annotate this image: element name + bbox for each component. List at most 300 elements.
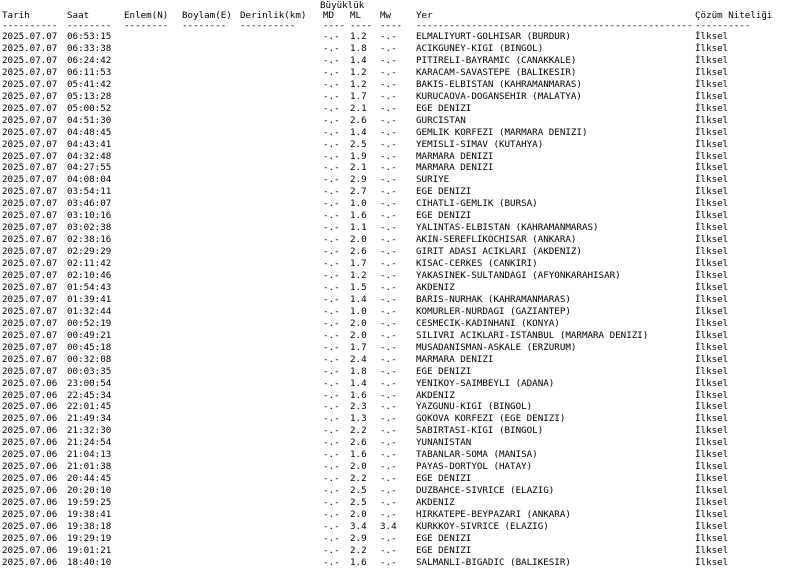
cell-mw: -.- [380,162,397,174]
cell-time: 01:39:41 [67,293,112,305]
cell-md: -.- [323,138,340,150]
cell-location: KISAC-CERKES (CANKIRI) [416,258,538,270]
cell-mw: -.- [380,42,397,54]
cell-time: 01:54:43 [67,281,112,293]
cell-mw: -.- [380,305,397,317]
cell-date: 2025.07.07 [2,246,58,258]
cell-ml: 1.4 [350,126,367,138]
cell-solution-quality: İlksel [695,246,729,258]
cell-md: -.- [323,90,340,102]
cell-ml: 1.8 [350,42,367,54]
cell-time: 21:32:30 [67,425,112,437]
column-underline-md: ---- [323,20,346,31]
cell-mw: -.- [380,258,397,270]
cell-mw: -.- [380,281,397,293]
cell-md: -.- [323,437,340,449]
cell-mw: -.- [380,449,397,461]
cell-ml: 2.0 [350,461,367,473]
cell-time: 23:00:54 [67,377,112,389]
cell-ml: 1.4 [350,293,367,305]
cell-solution-quality: İlksel [695,473,729,485]
cell-date: 2025.07.06 [2,497,58,509]
cell-date: 2025.07.07 [2,305,58,317]
cell-md: -.- [323,341,340,353]
cell-solution-quality: İlksel [695,509,729,520]
cell-time: 04:48:45 [67,126,112,138]
cell-md: -.- [323,54,340,66]
cell-time: 06:33:38 [67,42,112,54]
cell-solution-quality: İlksel [695,31,729,42]
cell-mw: -.- [380,186,397,198]
cell-date: 2025.07.07 [2,174,58,186]
cell-md: -.- [323,293,340,305]
cell-md: -.- [323,365,340,377]
cell-solution-quality: İlksel [695,544,729,556]
column-header-date: Tarih [2,10,30,21]
column-header-latitude: Enlem(N) [124,10,169,21]
cell-location: GURCISTAN [416,114,466,126]
cell-solution-quality: İlksel [695,353,729,365]
cell-ml: 1.4 [350,377,367,389]
cell-location: GIRIT ADASI ACIKLARI (AKDENIZ) [416,246,582,258]
cell-location: BARIS-NURHAK (KAHRAMANMARAS) [416,293,571,305]
cell-solution-quality: İlksel [695,341,729,353]
cell-solution-quality: İlksel [695,437,729,449]
cell-ml: 2.6 [350,246,367,258]
cell-date: 2025.07.06 [2,425,58,437]
cell-solution-quality: İlksel [695,54,729,66]
cell-solution-quality: İlksel [695,138,729,150]
cell-ml: 1.5 [350,281,367,293]
cell-date: 2025.07.07 [2,234,58,246]
cell-mw: -.- [380,413,397,425]
cell-md: -.- [323,186,340,198]
cell-date: 2025.07.06 [2,509,58,520]
cell-date: 2025.07.07 [2,353,58,365]
cell-ml: 1.6 [350,389,367,401]
cell-solution-quality: İlksel [695,126,729,138]
cell-date: 2025.07.07 [2,293,58,305]
cell-ml: 2.2 [350,544,367,556]
cell-mw: -.- [380,78,397,90]
cell-date: 2025.07.07 [2,222,58,234]
cell-mw: -.- [380,425,397,437]
column-underline-time: -------- [67,20,112,31]
cell-ml: 2.4 [350,353,367,365]
cell-location: SURIYE [416,174,450,186]
cell-time: 21:04:13 [67,449,112,461]
column-underline-location: -------------------------------------------------- [416,20,693,31]
cell-solution-quality: İlksel [695,210,729,222]
cell-time: 00:49:21 [67,329,112,341]
cell-time: 03:54:11 [67,186,112,198]
cell-ml: 2.5 [350,497,367,509]
cell-date: 2025.07.06 [2,401,58,413]
cell-location: ACIKGUNEY-KIGI (BINGOL) [416,42,544,54]
cell-date: 2025.07.06 [2,544,58,556]
cell-location: MARMARA DENIZI [416,150,494,162]
cell-time: 04:51:30 [67,114,112,126]
cell-solution-quality: İlksel [695,198,729,210]
cell-md: -.- [323,413,340,425]
cell-ml: 2.7 [350,186,367,198]
cell-location: SILIVRI ACIKLARI-ISTANBUL (MARMARA DENIZI) [416,329,649,341]
cell-location: YEMISLI-SIMAV (KUTAHYA) [416,138,544,150]
cell-md: -.- [323,485,340,497]
cell-md: -.- [323,497,340,509]
cell-time: 00:32:08 [67,353,112,365]
column-header-mw: Mw [380,10,392,21]
cell-md: -.- [323,353,340,365]
cell-date: 2025.07.07 [2,54,58,66]
cell-mw: -.- [380,138,397,150]
cell-mw: -.- [380,532,397,544]
cell-ml: 2.3 [350,401,367,413]
cell-md: -.- [323,305,340,317]
cell-solution-quality: İlksel [695,162,729,174]
cell-date: 2025.07.07 [2,138,58,150]
cell-mw: -.- [380,246,397,258]
column-header-depth: Derinlik(km) [240,10,307,21]
cell-md: -.- [323,222,340,234]
cell-solution-quality: İlksel [695,389,729,401]
cell-time: 06:11:53 [67,66,112,78]
cell-mw: -.- [380,437,397,449]
cell-md: -.- [323,78,340,90]
column-underline-date: ---------- [2,20,58,31]
cell-ml: 2.0 [350,509,367,520]
cell-ml: 1.9 [350,150,367,162]
cell-time: 02:38:16 [67,234,112,246]
cell-mw: -.- [380,198,397,210]
cell-mw: -.- [380,377,397,389]
cell-solution-quality: İlksel [695,425,729,437]
cell-mw: -.- [380,150,397,162]
cell-solution-quality: İlksel [695,401,729,413]
cell-time: 05:13:28 [67,90,112,102]
cell-md: -.- [323,246,340,258]
cell-solution-quality: İlksel [695,222,729,234]
cell-mw: 3.4 [380,520,397,532]
cell-ml: 2.2 [350,473,367,485]
cell-time: 04:27:55 [67,162,112,174]
cell-location: PAYAS-DORTYOL (HATAY) [416,461,533,473]
cell-ml: 1.8 [350,365,367,377]
cell-date: 2025.07.07 [2,341,58,353]
cell-date: 2025.07.06 [2,532,58,544]
column-header-md: MD [323,10,335,21]
cell-md: -.- [323,102,340,114]
cell-time: 06:24:42 [67,54,112,66]
cell-md: -.- [323,532,340,544]
cell-date: 2025.07.06 [2,485,58,497]
cell-date: 2025.07.07 [2,162,58,174]
cell-location: AKIN-SEREFLIKOCHISAR (ANKARA) [416,234,577,246]
cell-location: EGE DENIZI [416,102,472,114]
column-header-longitude: Boylam(E) [182,10,232,21]
cell-location: CESMECIK-KADINHANI (KONYA) [416,317,560,329]
cell-mw: -.- [380,389,397,401]
cell-md: -.- [323,210,340,222]
cell-ml: 1.1 [350,222,367,234]
cell-ml: 2.9 [350,174,367,186]
cell-time: 18:40:10 [67,556,112,568]
cell-solution-quality: İlksel [695,377,729,389]
cell-ml: 1.7 [350,341,367,353]
cell-mw: -.- [380,317,397,329]
column-header-time: Saat [67,10,90,21]
cell-mw: -.- [380,222,397,234]
cell-solution-quality: İlksel [695,150,729,162]
cell-date: 2025.07.06 [2,461,58,473]
cell-location: ELMALIYURT-GOLHISAR (BURDUR) [416,31,571,42]
cell-md: -.- [323,31,340,42]
cell-date: 2025.07.06 [2,413,58,425]
cell-mw: -.- [380,102,397,114]
cell-ml: 2.1 [350,162,367,174]
cell-ml: 2.6 [350,114,367,126]
cell-solution-quality: İlksel [695,78,729,90]
cell-ml: 2.5 [350,138,367,150]
cell-location: MUSADANISMAN-ASKALE (ERZURUM) [416,341,577,353]
cell-md: -.- [323,473,340,485]
cell-mw: -.- [380,329,397,341]
cell-mw: -.- [380,365,397,377]
cell-ml: 1.0 [350,305,367,317]
cell-ml: 2.9 [350,532,367,544]
cell-md: -.- [323,150,340,162]
column-underline-depth: ---------- [240,20,296,31]
cell-ml: 2.6 [350,437,367,449]
cell-time: 04:08:04 [67,174,112,186]
cell-md: -.- [323,389,340,401]
cell-time: 19:01:21 [67,544,112,556]
cell-solution-quality: İlksel [695,497,729,509]
cell-ml: 1.7 [350,258,367,270]
cell-date: 2025.07.07 [2,317,58,329]
column-underline-mw: ---- [380,20,403,31]
cell-date: 2025.07.07 [2,42,58,54]
cell-ml: 3.4 [350,520,367,532]
cell-md: -.- [323,281,340,293]
cell-time: 04:32:48 [67,150,112,162]
cell-md: -.- [323,234,340,246]
cell-date: 2025.07.07 [2,90,58,102]
cell-solution-quality: İlksel [695,186,729,198]
cell-location: YUNANISTAN [416,437,472,449]
cell-location: EGE DENIZI [416,186,472,198]
cell-time: 02:29:29 [67,246,112,258]
column-underline-solution-quality: ---------- [695,20,751,31]
cell-time: 04:43:41 [67,138,112,150]
cell-time: 21:01:38 [67,461,112,473]
cell-time: 06:53:15 [67,31,112,42]
cell-mw: -.- [380,544,397,556]
cell-location: CIHATLI-GEMLIK (BURSA) [416,198,538,210]
cell-date: 2025.07.07 [2,258,58,270]
cell-ml: 1.2 [350,66,367,78]
cell-solution-quality: İlksel [695,234,729,246]
cell-location: PITIRELI-BAYRAMIC (CANAKKALE) [416,54,577,66]
cell-location: EGE DENIZI [416,532,472,544]
cell-location: KARACAM-SAVASTEPE (BALIKESIR) [416,66,577,78]
cell-solution-quality: İlksel [695,365,729,377]
cell-mw: -.- [380,210,397,222]
cell-date: 2025.07.07 [2,126,58,138]
cell-date: 2025.07.07 [2,78,58,90]
cell-location: YAKASINEK-SULTANDAGI (AFYONKARAHISAR) [416,270,621,281]
cell-md: -.- [323,162,340,174]
cell-time: 19:59:25 [67,497,112,509]
cell-time: 00:45:18 [67,341,112,353]
cell-mw: -.- [380,126,397,138]
cell-mw: -.- [380,54,397,66]
cell-date: 2025.07.07 [2,31,58,42]
cell-location: EGE DENIZI [416,544,472,556]
cell-solution-quality: İlksel [695,90,729,102]
cell-date: 2025.07.07 [2,281,58,293]
cell-location: AKDENIZ [416,389,455,401]
cell-ml: 1.2 [350,78,367,90]
cell-date: 2025.07.07 [2,365,58,377]
cell-time: 00:03:35 [67,365,112,377]
cell-location: AKDENIZ [416,497,455,509]
cell-mw: -.- [380,90,397,102]
cell-location: EGE DENIZI [416,473,472,485]
cell-time: 03:46:07 [67,198,112,210]
cell-time: 19:38:18 [67,520,112,532]
cell-mw: -.- [380,509,397,520]
cell-mw: -.- [380,31,397,42]
cell-solution-quality: İlksel [695,293,729,305]
cell-mw: -.- [380,341,397,353]
cell-ml: 2.2 [350,425,367,437]
cell-solution-quality: İlksel [695,449,729,461]
column-underline-ml: ---- [350,20,373,31]
cell-location: KURKKOY-SIVRICE (ELAZIG) [416,520,549,532]
cell-mw: -.- [380,461,397,473]
cell-location: KOMURLER-NURDAGI (GAZIANTEP) [416,305,571,317]
cell-md: -.- [323,174,340,186]
cell-md: -.- [323,270,340,281]
cell-mw: -.- [380,485,397,497]
cell-time: 05:00:52 [67,102,112,114]
cell-time: 03:02:38 [67,222,112,234]
cell-solution-quality: İlksel [695,174,729,186]
cell-ml: 1.6 [350,210,367,222]
cell-solution-quality: İlksel [695,329,729,341]
cell-ml: 2.0 [350,234,367,246]
column-header-ml: ML [350,10,362,21]
cell-ml: 2.1 [350,102,367,114]
cell-md: -.- [323,126,340,138]
cell-location: BAKIS-ELBISTAN (KAHRAMANMARAS) [416,78,582,90]
cell-time: 20:20:10 [67,485,112,497]
cell-date: 2025.07.06 [2,473,58,485]
cell-date: 2025.07.07 [2,270,58,281]
cell-mw: -.- [380,174,397,186]
cell-solution-quality: İlksel [695,532,729,544]
cell-mw: -.- [380,401,397,413]
cell-md: -.- [323,114,340,126]
cell-md: -.- [323,520,340,532]
cell-time: 02:10:46 [67,270,112,281]
cell-md: -.- [323,42,340,54]
cell-location: TABANLAR-SOMA (MANISA) [416,449,538,461]
cell-solution-quality: İlksel [695,114,729,126]
cell-solution-quality: İlksel [695,305,729,317]
cell-ml: 1.3 [350,413,367,425]
cell-location: AKDENIZ [416,281,455,293]
cell-date: 2025.07.07 [2,150,58,162]
cell-time: 21:24:54 [67,437,112,449]
cell-location: EGE DENIZI [416,210,472,222]
cell-md: -.- [323,425,340,437]
cell-md: -.- [323,556,340,568]
cell-time: 19:38:41 [67,509,112,520]
cell-date: 2025.07.06 [2,389,58,401]
cell-ml: 1.4 [350,54,367,66]
cell-date: 2025.07.07 [2,102,58,114]
cell-date: 2025.07.07 [2,210,58,222]
cell-date: 2025.07.06 [2,556,58,568]
cell-date: 2025.07.07 [2,186,58,198]
column-underline-latitude: -------- [124,20,169,31]
cell-mw: -.- [380,270,397,281]
cell-location: SABIRTASI-KIGI (BINGOL) [416,425,544,437]
cell-location: DUZBAHCE-SIVRICE (ELAZIG) [416,485,555,497]
cell-date: 2025.07.07 [2,198,58,210]
cell-ml: 2.0 [350,329,367,341]
cell-time: 05:41:42 [67,78,112,90]
cell-location: YAZGUNU-KIGI (BINGOL) [416,401,533,413]
cell-time: 20:44:45 [67,473,112,485]
cell-solution-quality: İlksel [695,317,729,329]
cell-mw: -.- [380,353,397,365]
cell-solution-quality: İlksel [695,102,729,114]
cell-md: -.- [323,258,340,270]
cell-location: HIRKATEPE-BEYPAZARI (ANKARA) [416,509,571,520]
cell-time: 21:49:34 [67,413,112,425]
cell-mw: -.- [380,66,397,78]
column-header-location: Yer [416,10,433,21]
cell-md: -.- [323,401,340,413]
cell-solution-quality: İlksel [695,413,729,425]
cell-solution-quality: İlksel [695,66,729,78]
cell-ml: 1.2 [350,31,367,42]
cell-time: 22:01:45 [67,401,112,413]
cell-ml: 1.2 [350,270,367,281]
cell-date: 2025.07.07 [2,329,58,341]
cell-solution-quality: İlksel [695,42,729,54]
cell-date: 2025.07.06 [2,437,58,449]
cell-location: EGE DENIZI [416,365,472,377]
cell-solution-quality: İlksel [695,556,729,568]
cell-mw: -.- [380,114,397,126]
cell-time: 00:52:19 [67,317,112,329]
cell-solution-quality: İlksel [695,461,729,473]
cell-ml: 1.7 [350,90,367,102]
cell-md: -.- [323,66,340,78]
cell-date: 2025.07.07 [2,114,58,126]
cell-ml: 1.0 [350,198,367,210]
cell-solution-quality: İlksel [695,485,729,497]
cell-time: 01:32:44 [67,305,112,317]
cell-ml: 1.6 [350,556,367,568]
cell-md: -.- [323,317,340,329]
cell-md: -.- [323,329,340,341]
cell-location: YALINTAS-ELBISTAN (KAHRAMANMARAS) [416,222,599,234]
